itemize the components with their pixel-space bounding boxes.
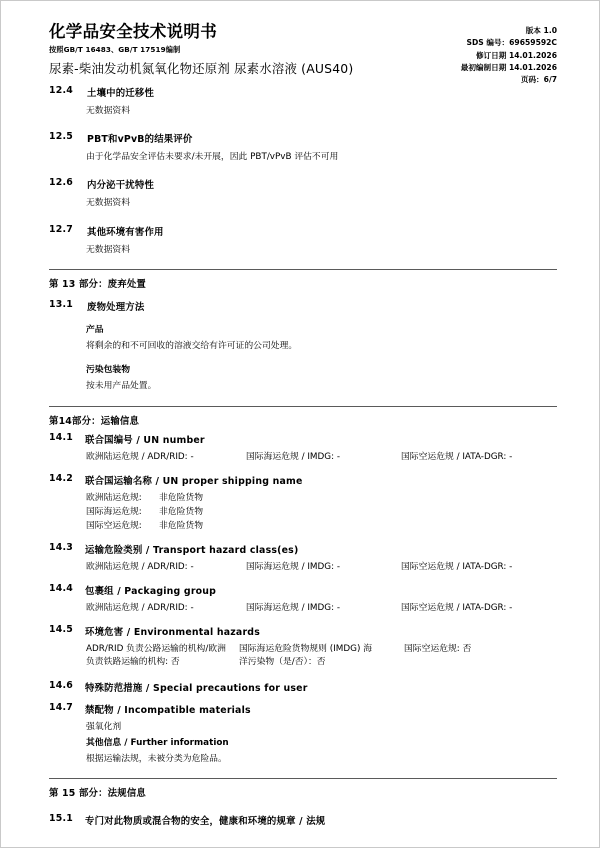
document-header <box>49 1 557 85</box>
document-metadata <box>461 25 557 86</box>
metadata-page-number: 页码：6/7 <box>520 75 557 85</box>
un-number-adr-rid: 欧洲陆运危规 / ADR/RID: - <box>86 451 194 462</box>
env-hazard-imdg-line: 国际海运危险货物规则 (IMDG) 海 <box>239 643 372 654</box>
shipping-name-adr-value: 非危险货物 <box>159 492 203 503</box>
packaging-group-imdg: 国际海运危规 / IMDG: - <box>246 602 341 613</box>
subsection-12-4-body: 无数据资料 <box>86 106 130 116</box>
metadata-sds-number: SDS 编号：69659592C <box>466 38 557 48</box>
subsection-14-5-heading <box>49 624 557 638</box>
subsection-14-5-number: 14.5 <box>49 623 73 635</box>
further-information-body: 根据运输法规，未被分类为危险品。 <box>86 753 227 764</box>
subsection-14-5-title: 环境危害 / Environmental hazards <box>85 626 260 638</box>
metadata-revision-date: 修订日期 14.01.2026 <box>475 50 557 60</box>
further-information-heading: 其他信息 / Further information <box>86 737 229 748</box>
subsection-12-7-body: 无数据资料 <box>86 244 130 255</box>
subsection-14-7-title: 禁配物 / Incompatible materials <box>85 704 251 716</box>
product-name: 尿素-柴油发动机氮氧化物还原剂 尿素水溶液 (AUS40) <box>49 60 354 76</box>
env-hazard-marine <box>239 643 409 671</box>
contaminated-packaging-heading: 污染包装物 <box>86 365 130 376</box>
un-number-iata-dgr: 国际空运危规 / IATA-DGR: - <box>401 451 513 462</box>
subsection-12-6-title: 内分泌干扰特性 <box>87 180 155 192</box>
hazard-class-iata-dgr: 国际空运危规 / IATA-DGR: - <box>401 561 513 572</box>
shipping-name-adr-label: 欧洲陆运危规: <box>86 492 142 503</box>
shipping-name-row <box>49 520 557 534</box>
packaging-group-adr-rid: 欧洲陆运危规 / ADR/RID: - <box>86 602 194 613</box>
subsection-15-1-heading <box>49 813 557 827</box>
subsection-14-7-number: 14.7 <box>49 701 73 713</box>
subsection-12-4-number: 12.4 <box>49 85 73 96</box>
environmental-hazards-row <box>49 643 557 673</box>
contaminated-packaging-body: 按未用产品处置。 <box>86 381 157 392</box>
un-number-imdg: 国际海运危规 / IMDG: - <box>246 451 341 462</box>
subsection-14-4-heading <box>49 583 557 597</box>
packaging-group-iata-dgr: 国际空运危规 / IATA-DGR: - <box>401 602 513 613</box>
subsection-12-5-body: 由于化学品安全评估未要求/未开展，因此 PBT/vPvB 评估不可用 <box>86 152 339 163</box>
waste-product-heading: 产品 <box>86 324 104 335</box>
subsection-14-3-number: 14.3 <box>49 541 73 553</box>
subsection-14-1-number: 14.1 <box>49 431 73 443</box>
shipping-name-imdg-value: 非危险货物 <box>159 506 203 517</box>
section-14-heading: 第14部分：运输信息 <box>49 415 140 427</box>
hazard-class-row <box>49 561 557 575</box>
subsection-14-2-title: 联合国运输名称 / UN proper shipping name <box>85 475 303 487</box>
section-13-heading: 第 13 部分：废弃处置 <box>49 278 146 290</box>
subsection-12-6-body: 无数据资料 <box>86 198 130 209</box>
hazard-class-adr-rid: 欧洲陆运危规 / ADR/RID: - <box>86 561 194 572</box>
document-title: 化学品安全技术说明书 <box>49 22 217 41</box>
subsection-12-4-heading <box>49 85 557 99</box>
subsection-12-6-heading <box>49 177 557 191</box>
subsection-14-3-title: 运输危险类别 / Transport hazard class(es) <box>85 544 299 556</box>
metadata-initial-date: 最初编制日期 14.01.2026 <box>460 62 557 72</box>
subsection-14-1-title: 联合国编号 / UN number <box>85 434 205 446</box>
subsection-12-7-number: 12.7 <box>49 223 73 235</box>
env-hazard-air <box>404 643 471 657</box>
subsection-14-6-title: 特殊防范措施 / Special precautions for user <box>85 682 308 694</box>
subsection-14-4-title: 包裹组 / Packaging group <box>85 585 217 597</box>
env-hazard-rail-line: 负责铁路运输的机构: 否 <box>86 657 180 668</box>
subsection-13-1-number: 13.1 <box>49 298 73 310</box>
subsection-13-1-title: 废物处理方法 <box>87 301 145 313</box>
section-15-heading: 第 15 部分：法规信息 <box>49 788 146 800</box>
subsection-13-1-heading <box>49 299 557 313</box>
subsection-14-2-number: 14.2 <box>49 472 73 484</box>
subsection-12-5-number: 12.5 <box>49 131 73 143</box>
subsection-12-4-title: 土壤中的迁移性 <box>87 88 155 99</box>
shipping-name-row <box>49 492 557 506</box>
waste-product-body: 将剩余的和不可回收的溶液交给有许可证的公司处理。 <box>86 340 298 351</box>
shipping-name-imdg-label: 国际海运危规: <box>86 506 142 517</box>
shipping-name-row <box>49 506 557 520</box>
subsection-14-6-number: 14.6 <box>49 679 73 691</box>
subsection-12-5-title: PBT和vPvB的结果评价 <box>87 134 193 146</box>
subsection-12-7-heading <box>49 224 557 238</box>
subsection-14-3-heading <box>49 542 557 556</box>
packaging-group-row <box>49 602 557 616</box>
shipping-name-iata-label: 国际空运危规: <box>86 520 142 531</box>
subsection-15-1-title: 专门对此物质或混合物的安全，健康和环境的规章 / 法规 <box>85 816 326 828</box>
env-hazard-iata-line: 国际空运危规: 否 <box>404 643 472 654</box>
un-number-row <box>49 451 557 465</box>
incompatible-materials-body: 强氧化剂 <box>86 721 122 732</box>
subsection-15-1-number: 15.1 <box>49 813 73 825</box>
subsection-12-5-heading <box>49 131 557 145</box>
subsection-14-4-number: 14.4 <box>49 582 73 594</box>
env-hazard-road-rail <box>86 643 238 671</box>
subsection-14-2-heading <box>49 473 557 487</box>
shipping-name-iata-value: 非危险货物 <box>159 520 203 531</box>
metadata-version: 版本 1.0 <box>525 26 557 35</box>
subsection-14-6-heading <box>49 680 557 694</box>
page-content-area <box>49 1 557 848</box>
document-standards-note: 按照GB/T 16483、GB/T 17519编制 <box>49 44 181 54</box>
env-hazard-road-line: ADR/RID 负责公路运输的机构/欧洲 <box>86 643 226 654</box>
hazard-class-imdg: 国际海运危规 / IMDG: - <box>246 561 341 572</box>
subsection-12-7-title: 其他环境有害作用 <box>87 226 164 238</box>
subsection-14-1-heading <box>49 432 557 446</box>
env-hazard-marine-pollutant-line: 洋污染物（是/否）：否 <box>239 657 326 668</box>
subsection-12-6-number: 12.6 <box>49 177 73 189</box>
subsection-14-7-heading <box>49 702 557 716</box>
